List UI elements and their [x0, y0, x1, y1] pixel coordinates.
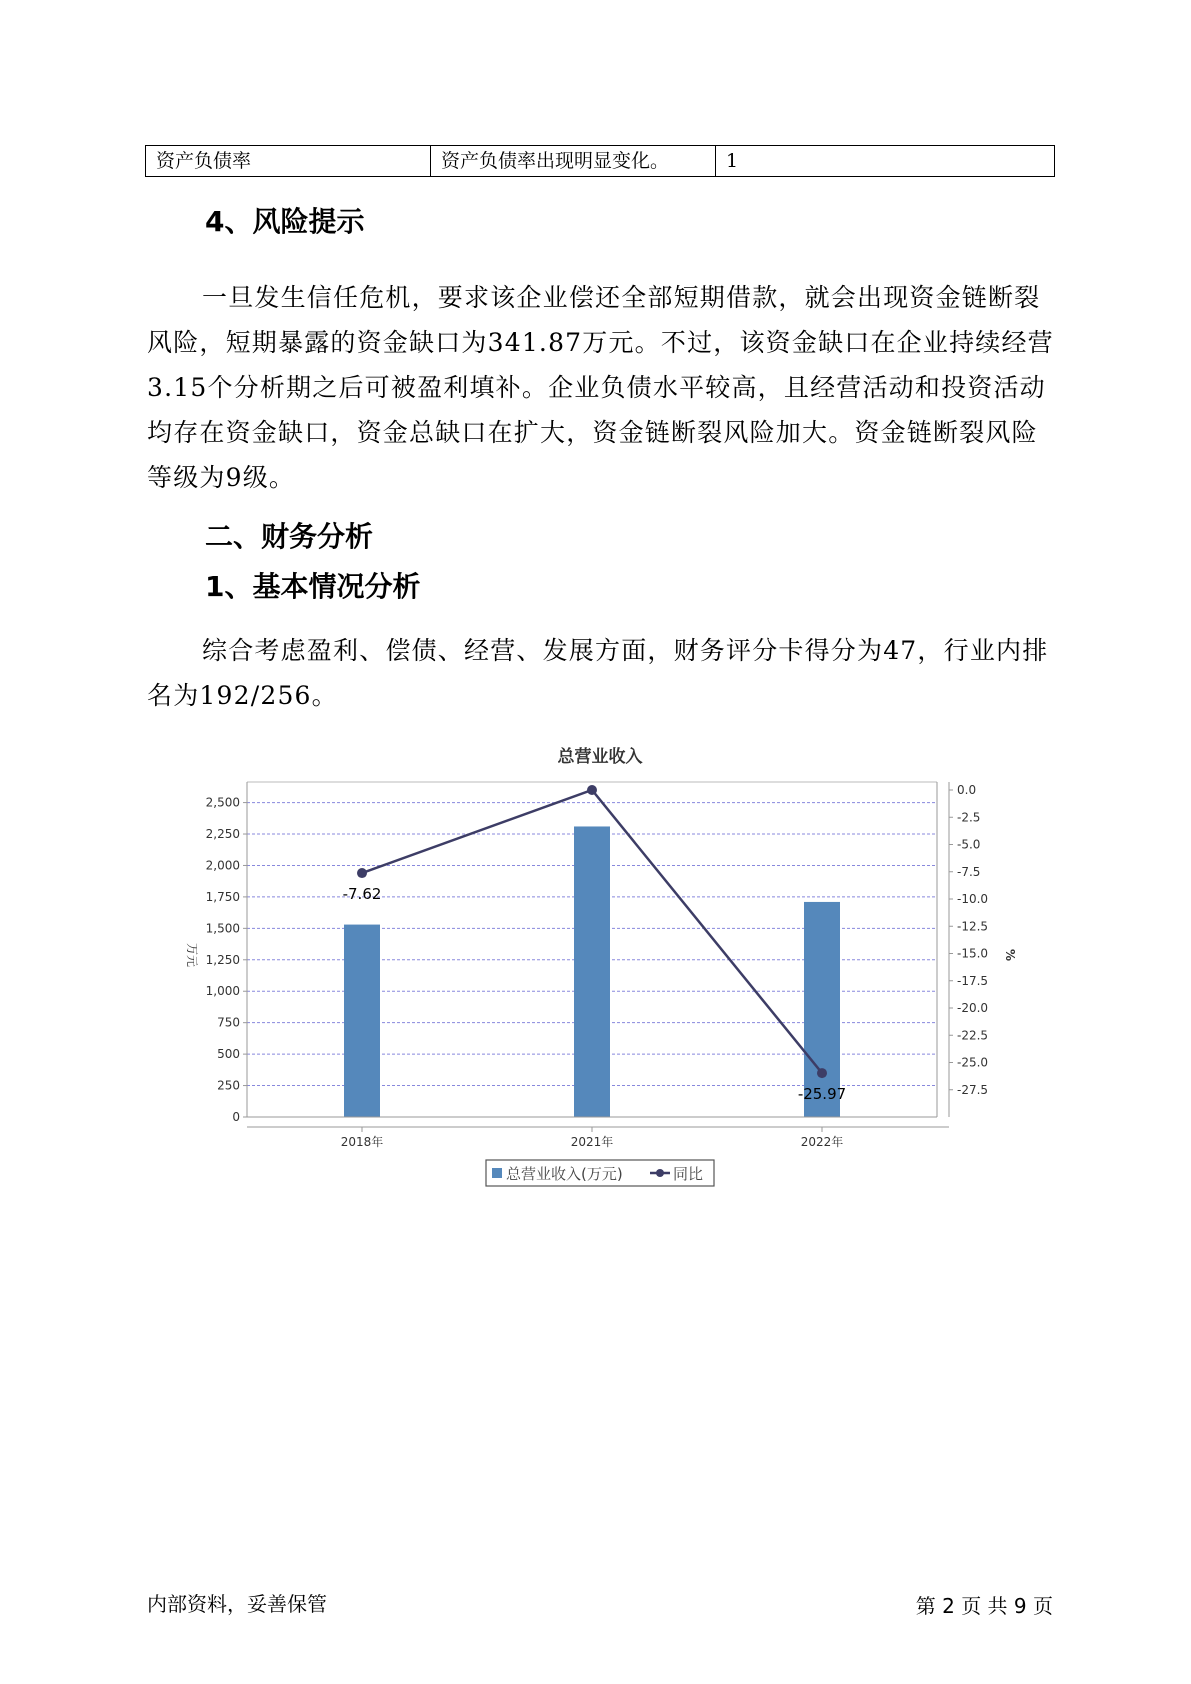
left-axis-label: 万元	[185, 942, 199, 968]
left-tick-label: 250	[217, 1078, 240, 1093]
legend-bar-label: 总营业收入(万元)	[506, 1165, 623, 1183]
left-tick-label: 0	[232, 1110, 240, 1124]
right-tick-label: -5.0	[957, 837, 981, 852]
left-tick-label: 1,750	[205, 889, 240, 904]
left-tick-label: 500	[217, 1047, 240, 1062]
yoy-point	[587, 785, 597, 795]
left-tick-label: 2,500	[205, 795, 240, 810]
legend-line-marker	[656, 1169, 664, 1177]
right-axis	[937, 782, 988, 1117]
left-tick-label: 1,500	[205, 921, 240, 936]
right-tick-label: -20.0	[957, 1001, 989, 1015]
x-tick-label: 2018年	[340, 1135, 384, 1149]
right-tick-label: -27.5	[957, 1082, 989, 1097]
bar	[344, 925, 380, 1117]
right-tick-label: 0.0	[957, 783, 977, 797]
left-tick-label: 2,000	[205, 858, 240, 873]
financial-analysis-heading: 二、财务分析	[205, 520, 374, 553]
basic-analysis-text: 综合考虑盈利、偿债、经营、发展方面，财务评分卡得分为47，行业内排名为192/256。	[147, 636, 1049, 710]
legend-bar-swatch	[492, 1168, 502, 1178]
revenue-chart	[170, 740, 1050, 1210]
right-tick-label: -2.5	[957, 810, 981, 825]
basic-analysis-paragraph	[147, 628, 1057, 718]
yoy-data-label: -25.97	[797, 1085, 847, 1104]
indicator-table-row	[145, 145, 1055, 177]
footer-page-number: 第 2 页 共 9 页	[915, 1594, 1053, 1618]
right-tick-label: -10.0	[957, 892, 989, 906]
x-tick-label: 2022年	[800, 1135, 844, 1149]
table-cell-indicator: 资产负债率	[146, 146, 431, 176]
yoy-point	[817, 1068, 827, 1078]
right-tick-label: -15.0	[957, 946, 989, 961]
bar	[574, 826, 610, 1117]
right-tick-label: -22.5	[957, 1028, 989, 1043]
right-tick-label: -25.0	[957, 1055, 989, 1070]
footer-confidential: 内部资料，妥善保管	[147, 1592, 327, 1616]
yoy-data-label: -7.62	[342, 885, 382, 904]
risk-paragraph-text: 一旦发生信任危机，要求该企业偿还全部短期借款，就会出现资金链断裂风险，短期暴露的资金缺口为341.87万元。不过，该资金缺口在企业持续经营 3.15个分析期之后可被盈利填补。企业负债水平较高，且经营活动和投资活动均存在资金缺口，资金总缺口在扩大，资金链断裂风险加大。资金链断裂风险等级为9级。	[147, 283, 1054, 492]
left-tick-label: 750	[217, 1015, 240, 1030]
right-tick-label: -17.5	[957, 973, 989, 988]
right-tick-label: -12.5	[957, 919, 989, 934]
legend-line-label: 同比	[673, 1165, 704, 1183]
chart-legend	[486, 1160, 714, 1186]
table-cell-description: 资产负债率出现明显变化。	[431, 146, 716, 176]
left-axis	[206, 782, 247, 1124]
table-cell-value: 1	[726, 150, 739, 172]
basic-analysis-heading: 1、基本情况分析	[205, 570, 421, 603]
chart-title: 总营业收入	[557, 747, 643, 767]
risk-section-heading: 4、风险提示	[205, 205, 365, 238]
x-tick-label: 2021年	[570, 1135, 614, 1149]
right-tick-label: -7.5	[957, 864, 981, 879]
right-axis-label: %	[1003, 948, 1017, 962]
x-axis	[247, 1117, 949, 1149]
left-tick-label: 1,000	[205, 984, 240, 999]
left-tick-label: 2,250	[205, 827, 240, 842]
left-tick-label: 1,250	[205, 952, 240, 967]
risk-paragraph	[147, 275, 1057, 500]
bar-series	[344, 826, 840, 1117]
yoy-point	[357, 868, 367, 878]
